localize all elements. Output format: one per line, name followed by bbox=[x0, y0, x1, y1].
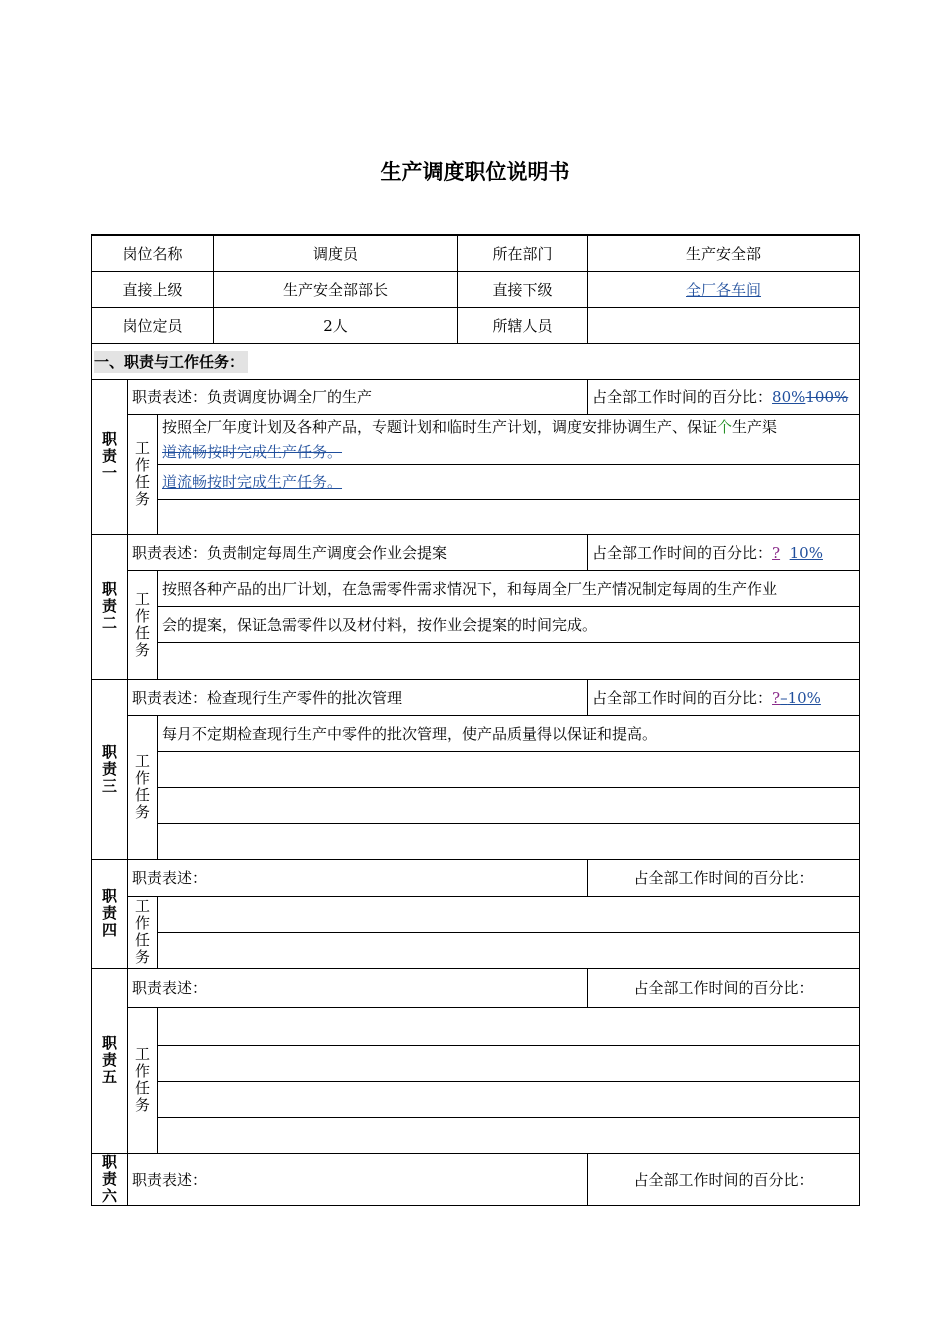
duty-3-desc-row bbox=[92, 679, 860, 715]
page-title: 生产调度职位说明书 bbox=[380, 160, 570, 184]
duty-2-task-label: 工 作 任 务 bbox=[128, 570, 158, 679]
duty-4-pct: 占全部工作时间的百分比： bbox=[588, 859, 860, 896]
staffing-value: 2人 bbox=[214, 307, 458, 343]
section-duties-header bbox=[92, 343, 860, 379]
duty-2-task-1: 按照各种产品的出厂计划，在急需零件需求情况下，和每周全厂生产情况制定每周的生产作业 bbox=[158, 570, 860, 606]
duty-3-task-row bbox=[92, 715, 860, 751]
position-name-value: 调度员 bbox=[214, 235, 458, 271]
duty-6-desc: 职责表述： bbox=[128, 1153, 588, 1205]
duty-6-pct: 占全部工作时间的百分比： bbox=[588, 1153, 860, 1205]
duty-1-task-row bbox=[92, 439, 860, 464]
duty-5-task-label: 工 作 任 务 bbox=[128, 1007, 158, 1153]
duty-3-task-label: 工 作 任 务 bbox=[128, 715, 158, 859]
duty-1-pct-new: 80% bbox=[772, 388, 806, 406]
duty-2-task-row bbox=[92, 606, 860, 642]
duty-2-task-row bbox=[92, 570, 860, 606]
row-superior bbox=[92, 271, 860, 307]
subordinate-label: 直接下级 bbox=[458, 271, 588, 307]
duty-4-task-row bbox=[92, 896, 860, 932]
duty-1-pct-old: 100% bbox=[805, 388, 849, 406]
duty-5-task-row bbox=[92, 1007, 860, 1045]
department-label: 所在部门 bbox=[458, 235, 588, 271]
duty-5-task-1 bbox=[158, 1007, 860, 1045]
duty-6-label: 职 责 六 bbox=[92, 1153, 128, 1205]
duty-5-desc-row bbox=[92, 968, 860, 1007]
managed-value bbox=[588, 307, 860, 343]
managed-label: 所辖人员 bbox=[458, 307, 588, 343]
duty-2-task-2: 会的提案，保证急需零件以及材付料，按作业会提案的时间完成。 bbox=[158, 606, 860, 642]
duty-5-task-row bbox=[92, 1045, 860, 1081]
duty-4-task-1 bbox=[158, 896, 860, 932]
duty-4-desc: 职责表述： bbox=[128, 859, 588, 896]
duty-3-task-row bbox=[92, 787, 860, 823]
row-position-name bbox=[92, 235, 860, 271]
superior-value: 生产安全部部长 bbox=[214, 271, 458, 307]
position-name-label: 岗位名称 bbox=[92, 235, 214, 271]
duty-3-pct-q: ? bbox=[772, 688, 781, 707]
duty-1-label: 职 责 一 bbox=[92, 379, 128, 534]
duty-3-task-row bbox=[92, 823, 860, 859]
duty-1-task-3: 道流畅按时完成生产任务。 bbox=[162, 473, 343, 491]
duty-1-pct: 占全部工作时间的百分比：80%100% bbox=[588, 379, 860, 414]
duty-3-task-2 bbox=[158, 751, 860, 787]
duty-1-task-row bbox=[92, 464, 860, 499]
duty-5-desc: 职责表述： bbox=[128, 968, 588, 1007]
job-description-table bbox=[91, 234, 860, 1206]
duty-2-task-row bbox=[92, 642, 860, 679]
duty-3-pct: 占全部工作时间的百分比：?–10% bbox=[588, 679, 860, 715]
duty-2-pct: 占全部工作时间的百分比：? 10% bbox=[588, 534, 860, 570]
duty-1-task-label: 工 作 任 务 bbox=[128, 414, 158, 534]
duty-3-task-1: 每月不定期检查现行生产中零件的批次管理，使产品质量得以保证和提高。 bbox=[158, 715, 860, 751]
duty-2-desc-row bbox=[92, 534, 860, 570]
row-staffing bbox=[92, 307, 860, 343]
department-value: 生产安全部 bbox=[588, 235, 860, 271]
staffing-label: 岗位定员 bbox=[92, 307, 214, 343]
duty-4-task-row bbox=[92, 932, 860, 968]
duty-4-desc-row bbox=[92, 859, 860, 896]
duty-6-desc-row bbox=[92, 1153, 860, 1205]
duty-1-desc: 职责表述：负责调度协调全厂的生产 bbox=[128, 379, 588, 414]
duty-5-task-4 bbox=[158, 1117, 860, 1153]
duty-1-task-1: 按照全厂年度计划及各种产品，专题计划和临时生产计划，调度安排协调生产、保证个生产渠 bbox=[158, 414, 860, 439]
subordinate-value: 全厂各车间 bbox=[686, 280, 762, 299]
section-duties-title: 一、职责与工作任务： bbox=[94, 351, 248, 373]
duty-2-pct-q: ? bbox=[772, 543, 781, 562]
duty-1-task-2: 道流畅按时完成生产任务。 bbox=[162, 442, 343, 461]
duty-1-task-row bbox=[92, 414, 860, 439]
duty-4-label: 职 责 四 bbox=[92, 859, 128, 968]
duty-3-task-row bbox=[92, 751, 860, 787]
duty-5-task-2 bbox=[158, 1045, 860, 1081]
duty-1-task-4 bbox=[158, 499, 860, 534]
superior-label: 直接上级 bbox=[92, 271, 214, 307]
duty-3-label: 职 责 三 bbox=[92, 679, 128, 859]
duty-3-pct-new: 10% bbox=[787, 688, 821, 707]
duty-3-task-4 bbox=[158, 823, 860, 859]
duty-1-desc-row bbox=[92, 379, 860, 414]
duty-3-task-3 bbox=[158, 787, 860, 823]
duty-2-label: 职 责 二 bbox=[92, 534, 128, 679]
duty-1-task-row bbox=[92, 499, 860, 534]
duty-5-task-row bbox=[92, 1081, 860, 1117]
duty-2-desc: 职责表述：负责制定每周生产调度会作业会提案 bbox=[128, 534, 588, 570]
duty-3-desc: 职责表述：检查现行生产零件的批次管理 bbox=[128, 679, 588, 715]
duty-2-task-3 bbox=[158, 642, 860, 679]
duty-2-pct-new: 10% bbox=[789, 543, 823, 562]
duty-5-pct: 占全部工作时间的百分比： bbox=[588, 968, 860, 1007]
duty-5-label: 职 责 五 bbox=[92, 968, 128, 1153]
duty-5-task-row bbox=[92, 1117, 860, 1153]
duty-4-task-2 bbox=[158, 932, 860, 968]
duty-4-task-label: 工 作 任 务 bbox=[128, 896, 158, 968]
duty-5-task-3 bbox=[158, 1081, 860, 1117]
